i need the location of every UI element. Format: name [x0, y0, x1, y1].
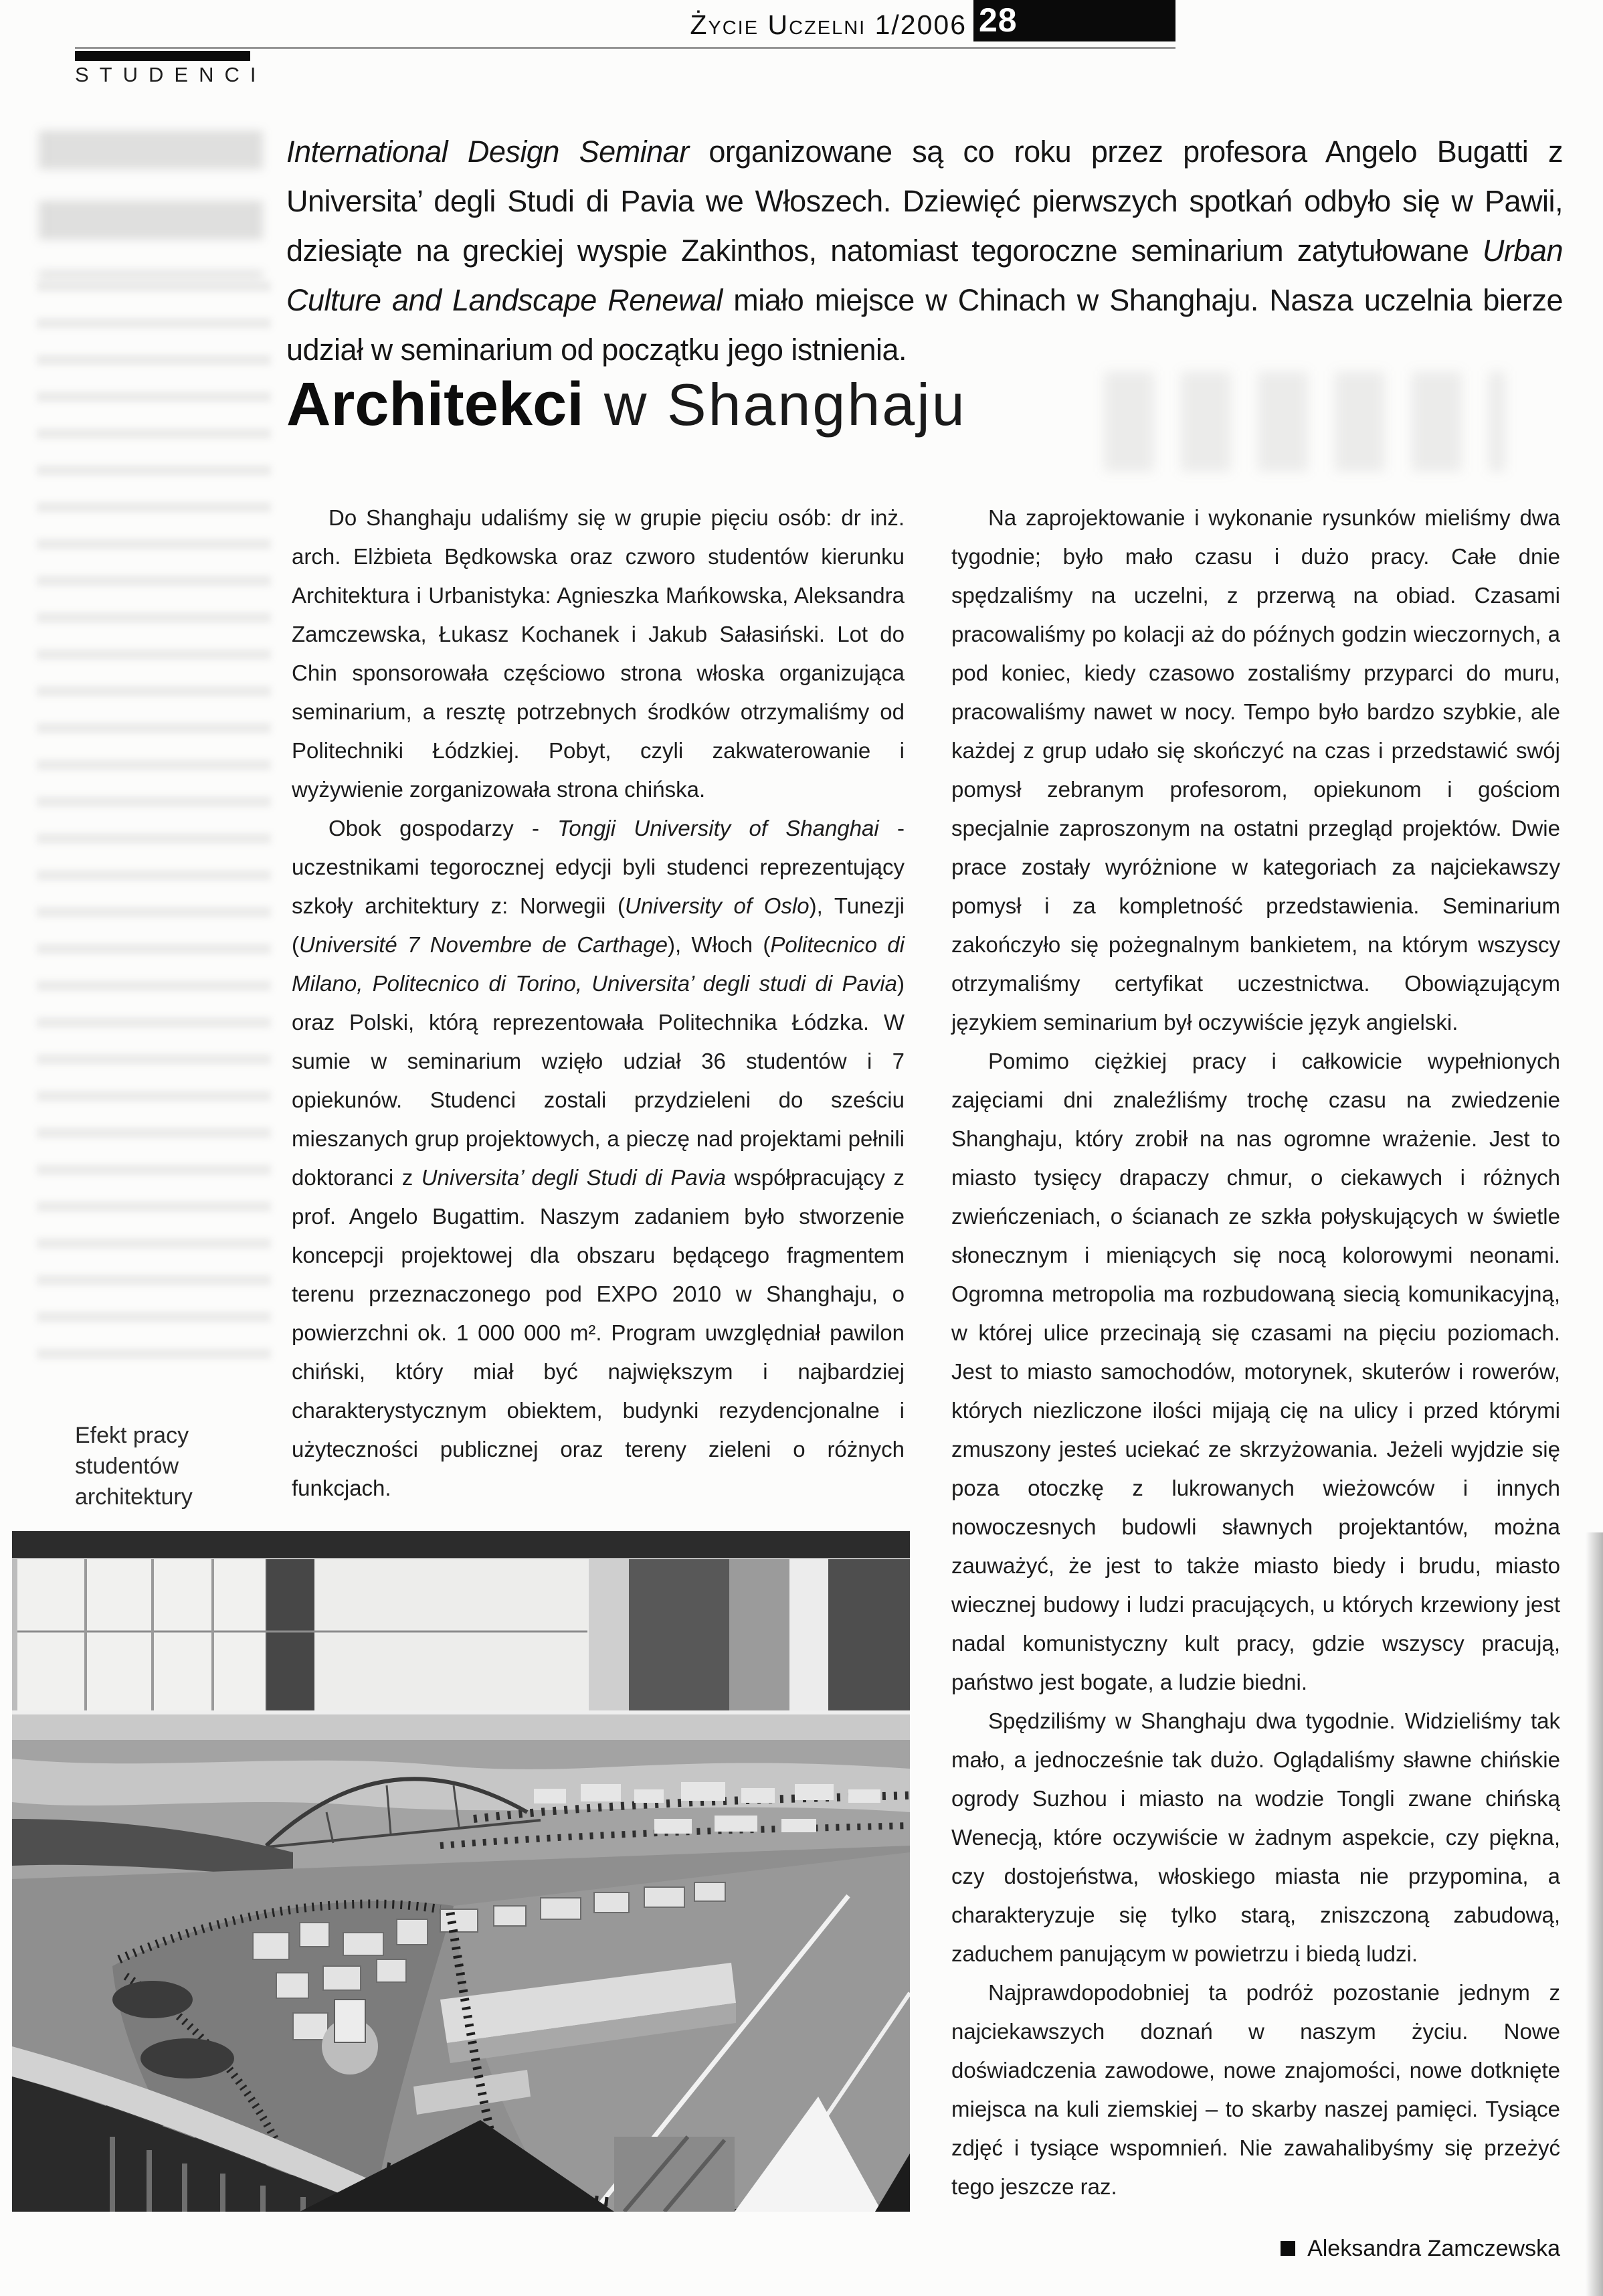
- journal-title: Życie Uczelni 1/2006: [690, 9, 967, 40]
- paragraph: [951, 1702, 1560, 1973]
- italic-text: Université 7 Novembre de Carthage: [299, 932, 668, 957]
- text: organizowane są co roku przez profesora Angelo Bugatti z Universita’ degli Studi di Pavia we Włoszech. Dziewięć pierwszych spotkań odbyło się w Pawii, dziesiąte na greckiej wyspie Zakinthos, natomiast tegoroczne seminarium zatytułowane: [286, 135, 1563, 268]
- page-number: 28: [979, 1, 1018, 39]
- text: Najprawdopodobniej ta podróż pozostanie jednym z najciekawszych doznań w naszym życiu. Nowe doświadczenia zawodowe, nowe znajomości, nowe dotknięte miejsca na kuli ziemskiej – to skarby naszej pamięci. Tysiące zdjęć i tysiące wspomnień. Nie zawahalibyśmy się przeżyć tego jeszcze raz.: [951, 1980, 1560, 2199]
- right-column-text: [951, 499, 1560, 2206]
- italic-text: Politecnico di Milano, Politecnico di Torino, Universita’ degli studi di Pavia: [292, 932, 905, 996]
- caption-line: Efekt pracy: [75, 1423, 189, 1448]
- italic-text: University of Oslo: [625, 893, 810, 918]
- byline: [951, 2229, 1560, 2268]
- text: miało miejsce w Chinach w Shanghaju. Nasza uczelnia bierze udział w seminarium od początku jego istnienia.: [286, 283, 1563, 367]
- byline-name: Aleksandra Zamczewska: [1307, 2236, 1560, 2261]
- paragraph: [292, 499, 905, 809]
- text: - uczestnikami tegorocznej edycji byli studenci reprezentujący szkoły architektury z: Norwegii (: [292, 816, 905, 918]
- text: Spędziliśmy w Shanghaju dwa tygodnie. Widzieliśmy tak mało, a jednocześnie tak dużo. Oglądaliśmy sławne chińskie ogrody Suzhou i miasto na wodzie Tongli zwane chińską Wenecją, które oczywiście w żadnym aspekcie, czy piękna, czy dostojeństwa, włoskiego miasta nie przypomina, a charakteryzuje się tylko starą, zniszczoną zabudową, zaduchem panującym w powietrzu i biedą ludzi.: [951, 1708, 1560, 1966]
- text: Do Shanghaju udaliśmy się w grupie pięciu osób: dr inż. arch. Elżbieta Będkowska oraz czworo studentów kierunku Architektura i Urbanistyka: Agnieszka Mańkowska, Aleksandra Zamczewska, Łukasz Kochanek i Jakub Sałasiński. Lot do Chin sponsorowała częściowo strona włoska organizująca seminarium, a resztę potrzebnych środków otrzymaliśmy od Politechniki Łódzkiej. Pobyt, czyli zakwaterowanie i wyżywienie zorganizowała strona chińska.: [292, 505, 905, 802]
- text: ) oraz Polski, którą reprezentowała Politechnika Łódzka. W sumie w seminarium wzięło udział 36 studentów i 7 opiekunów. Studenci zostali przydzieleni do sześciu mieszanych grup projektowych, a pieczę nad projektami pełnili doktoranci z: [292, 971, 905, 1190]
- italic-text: Urban Culture and Landscape Renewal: [286, 234, 1563, 317]
- paragraph: [951, 1973, 1560, 2206]
- caption-line: architektury: [75, 1484, 193, 1510]
- italic-text: Tongji University of Shanghai: [557, 816, 879, 841]
- text: współpracujący z prof. Angelo Bugattim. Naszym zadaniem było stworzenie koncepcji projektowej dla obszaru będącego fragmentem terenu przeznaczonego pod EXPO 2010 w Shanghaju, o powierzchni ok. 1 000 000 m². Program uwzględniał pawilon chiński, który miał być największym i najbardziej charakterystycznym obiektem, budynki rezydencjonalne i użyteczności publicznej oraz tereny zieleni o różnych funkcjach.: [292, 1165, 905, 1500]
- photo-caption: [75, 1420, 276, 1512]
- section-bar: [75, 51, 250, 61]
- headline-light: w Shanghaju: [603, 371, 967, 438]
- header-rule: [75, 47, 1175, 49]
- page-number-box: [973, 0, 1175, 41]
- bleed-through-ghost-text: [37, 281, 271, 1385]
- article-lede: [286, 127, 1563, 375]
- architecture-model-photo: [12, 1531, 910, 2212]
- bleed-through-ghost-text: [1104, 371, 1505, 472]
- text: Na zaprojektowanie i wykonanie rysunków mieliśmy dwa tygodnie; było mało czasu i dużo pracy. Całe dnie spędzaliśmy na uczelni, z przerwą na obiad. Czasami pracowaliśmy po kolacji aż do późnych godzin wieczornych, a pod koniec, kiedy czasowo zostaliśmy przyparci do muru, pracowaliśmy nawet w nocy. Tempo było bardzo szybkie, ale każdej z grup udało się skończyć na czas i przedstawić swój pomysł zebranym profesorom, opiekunom i gościom specjalnie zaproszonym na ostatni przegląd projektów. Dwie prace zostały wyróżnione w kategoriach za najciekawszy pomysł i za kompletność przedstawienia. Seminarium zakończyło się pożegnalnym bankietem, na którym wszyscy otrzymaliśmy certyfikat uczestnictwa. Obowiązującym językiem seminarium był oczywiście język angielski.: [951, 505, 1560, 1035]
- byline-square-icon: [1281, 2241, 1295, 2256]
- page-edge-shadow: [1586, 1532, 1603, 2296]
- bleed-through-ghost-text: [39, 130, 263, 278]
- italic-text: Universita’ degli Studi di Pavia: [421, 1165, 726, 1190]
- text: ), Tunezji (: [292, 893, 905, 957]
- section-label: STUDENCI: [75, 63, 267, 86]
- headline-strong: Architekci: [286, 370, 584, 438]
- paragraph: [292, 809, 905, 1508]
- paragraph: [951, 499, 1560, 1042]
- italic-text: International Design Seminar: [286, 135, 689, 169]
- paragraph: [951, 1042, 1560, 1702]
- text: Obok gospodarzy -: [328, 816, 558, 841]
- caption-line: studentów: [75, 1453, 179, 1479]
- article-column-right: [951, 499, 1560, 2268]
- article-headline: [286, 369, 967, 440]
- article-column-left: [292, 499, 905, 1508]
- text: ), Włoch (: [667, 932, 771, 957]
- text: Pomimo ciężkiej pracy i całkowicie wypełnionych zajęciami dni znaleźliśmy trochę czasu na zwiedzenie Shanghaju, który zrobił na nas ogromne wrażenie. Jest to miasto tysięcy drapaczy chmur, o ciekawych i różnych zwieńczeniach, o ścianach ze szkła połyskujących w świetle słonecznym i mieniących się nocą kolorowymi neonami. Ogromna metropolia ma rozbudowaną siecią komunikacyjną, w której ulice przecinają się czasami na pięciu poziomach. Jest to miasto samochodów, motorynek, skuterów i rowerów, których niezliczone ilości mijają cię na ulicy i przed którymi zmuszony jesteś uciekać ze skrzyżowania. Jeżeli wyjdzie się poza otoczkę z lukrowanych wieżowców i innych nowoczesnych budowli sławnych projektantów, można zauważyć, że jest to także miasto biedy i brudu, miasto wiecznej budowy i ludzi pracujących, u których krzewiony jest nadal komunistyczny kult pracy, gdzie wszyscy pracują, państwo jest bogate, a ludzie biedni.: [951, 1049, 1560, 1694]
